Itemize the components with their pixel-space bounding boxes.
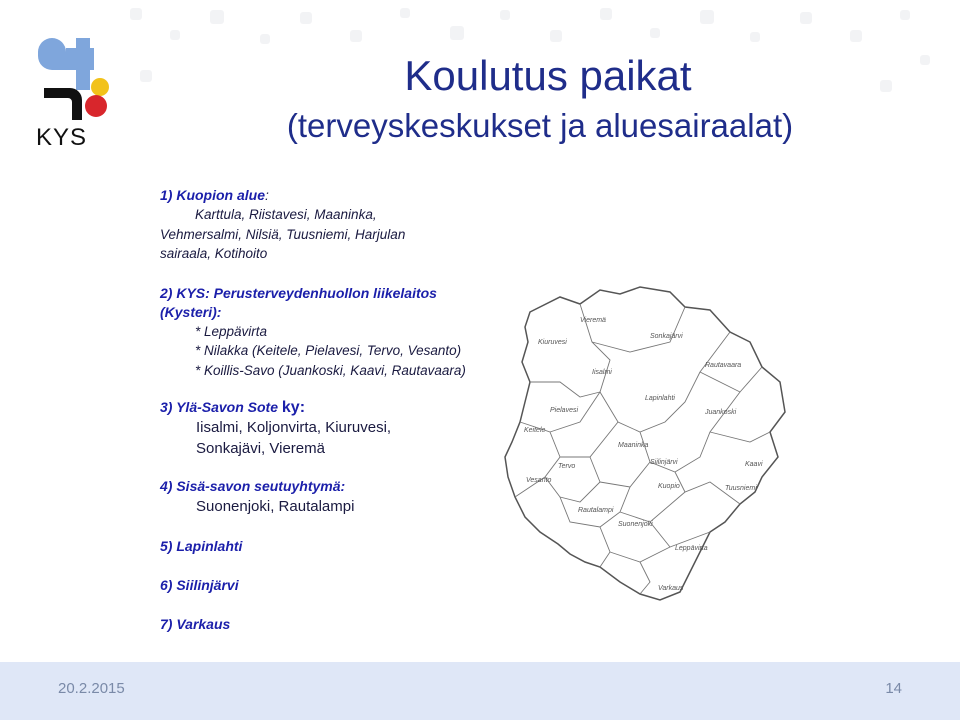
slide-title: Koulutus paikat [404,52,692,99]
map-label: Sonkajärvi [650,333,683,340]
section-1-heading-colon: : [265,187,269,203]
map-label: Kiuruvesi [538,339,567,346]
section-1 [160,186,520,264]
section-4-line: Suonenjoki, Rautalampi [196,498,355,515]
section-3-heading-suffix: ky: [281,399,306,416]
footer-date: 20.2.2015 [58,680,125,697]
map-label: Tuusniemi [725,485,757,492]
page-number: 14 [885,680,902,697]
region-map [500,282,790,602]
map-label: Tervo [558,463,576,470]
section-5-heading: 5) Lapinlahti [160,538,243,554]
section-3-line: Sonkajävi, Vieremä [196,440,325,457]
map-label: Maaninka [618,442,649,449]
section-1-line: sairaala, Kotihoito [160,246,268,261]
section-7-heading: 7) Varkaus [160,616,231,632]
map-label: Vieremä [580,317,606,324]
map-label: Varkaus [658,585,684,592]
section-1-line: Karttula, Riistavesi, Maaninka, [195,207,377,222]
section-2-line: * Nilakka (Keitele, Pielavesi, Tervo, Vesanto) [195,343,462,358]
slide-subtitle: (terveyskeskukset ja aluesairaalat) [286,107,794,144]
section-4 [160,477,520,517]
map-label: Siilinjärvi [650,459,678,466]
training-locations-list [160,186,520,634]
section-3-line: Iisalmi, Koljonvirta, Kiuruvesi, [196,419,392,436]
map-label: Kuopio [658,483,680,490]
map-label: Lapinlahti [645,395,675,402]
map-label: Leppävirta [675,545,708,552]
section-6-heading: 6) Siilinjärvi [160,577,239,593]
logo-text: KYS [36,124,88,151]
map-label: Juankoski [705,409,737,416]
map-label: Pielavesi [550,407,579,414]
section-4-heading: 4) Sisä-savon seutuyhtymä: [160,478,346,494]
content-panel [150,178,870,633]
map-label: Vesanto [526,477,552,484]
section-3 [160,398,520,459]
section-2-line: * Leppävirta [195,323,268,339]
map-label: Keitele [524,427,546,434]
map-label: Iisalmi [592,369,612,376]
section-2-line: * Koillis-Savo (Juankoski, Kaavi, Rautavaara) [195,362,466,378]
map-label: Rautalampi [578,507,614,514]
section-2-heading: 2) KYS: Perusterveydenhuollon liikelaitos [160,284,437,301]
map-label: Suonenjoki [618,521,653,528]
section-2 [160,284,520,381]
map-label: Rautavaara [705,362,742,369]
section-2-heading-cont: (Kysteri): [160,303,222,320]
section-1-heading: 1) Kuopion alue [160,187,265,203]
section-1-line: Vehmersalmi, Nilsiä, Tuusniemi, Harjulan [160,226,406,242]
footer-bar [0,662,960,720]
map-label: Kaavi [745,461,763,468]
section-3-heading: 3) Ylä-Savon Sote [160,399,279,415]
